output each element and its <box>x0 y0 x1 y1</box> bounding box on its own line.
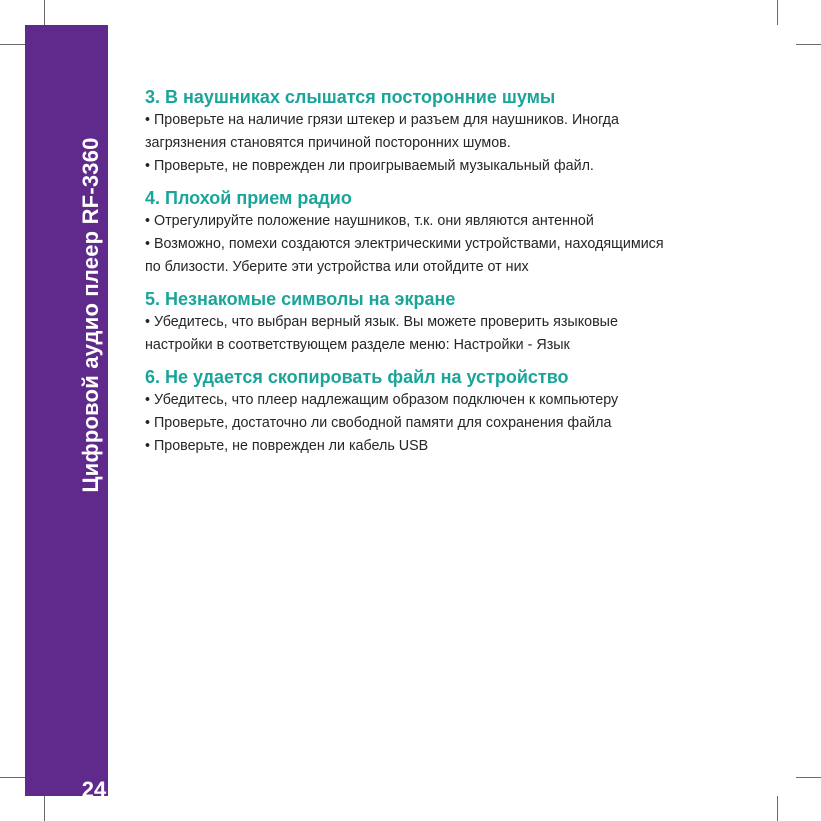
section-text-line: • Проверьте, не поврежден ли кабель USB <box>145 438 429 454</box>
crop-mark <box>796 777 821 778</box>
page-number: 24 <box>81 777 107 802</box>
section-heading: 6. Не удается скопировать файл на устройство <box>145 367 569 387</box>
section-text-line: настройки в соответствующем разделе меню: Настройки - Язык <box>145 337 570 353</box>
crop-mark <box>777 0 778 25</box>
section-text-line: • Возможно, помехи создаются электрическими устройствами, находящимися <box>145 236 664 252</box>
crop-mark <box>796 44 821 45</box>
section-text-line: • Убедитесь, что плеер надлежащим образом подключен к компьютеру <box>145 392 619 408</box>
section-noise <box>145 86 785 178</box>
section-text-line: • Убедитесь, что выбран верный язык. Вы можете проверить языковые <box>145 314 618 330</box>
sidebar-title: Цифровой аудио плеер RF-3360 <box>78 137 103 493</box>
crop-mark <box>0 777 25 778</box>
section-heading: 5. Незнакомые символы на экране <box>145 289 456 309</box>
section-text-line: по близости. Уберите эти устройства или отойдите от них <box>145 259 529 275</box>
section-text-line: • Проверьте на наличие грязи штекер и разъем для наушников. Иногда <box>145 112 619 128</box>
section-copy <box>145 366 785 458</box>
section-heading: 3. В наушниках слышатся посторонние шумы <box>145 87 556 107</box>
crop-mark <box>44 796 45 821</box>
section-radio <box>145 187 785 279</box>
crop-mark <box>0 44 25 45</box>
section-text-line: • Проверьте, достаточно ли свободной памяти для сохранения файла <box>145 415 612 431</box>
troubleshooting-content <box>145 86 785 467</box>
section-text-line: загрязнения становятся причиной посторонних шумов. <box>145 135 511 151</box>
crop-mark <box>44 0 45 25</box>
section-text-line: • Проверьте, не поврежден ли проигрываемый музыкальный файл. <box>145 158 594 174</box>
sidebar <box>25 25 108 802</box>
section-text-line: • Отрегулируйте положение наушников, т.к. они являются антенной <box>145 213 594 229</box>
crop-mark <box>777 796 778 821</box>
section-heading: 4. Плохой прием радио <box>145 188 352 208</box>
section-symbols <box>145 288 785 357</box>
